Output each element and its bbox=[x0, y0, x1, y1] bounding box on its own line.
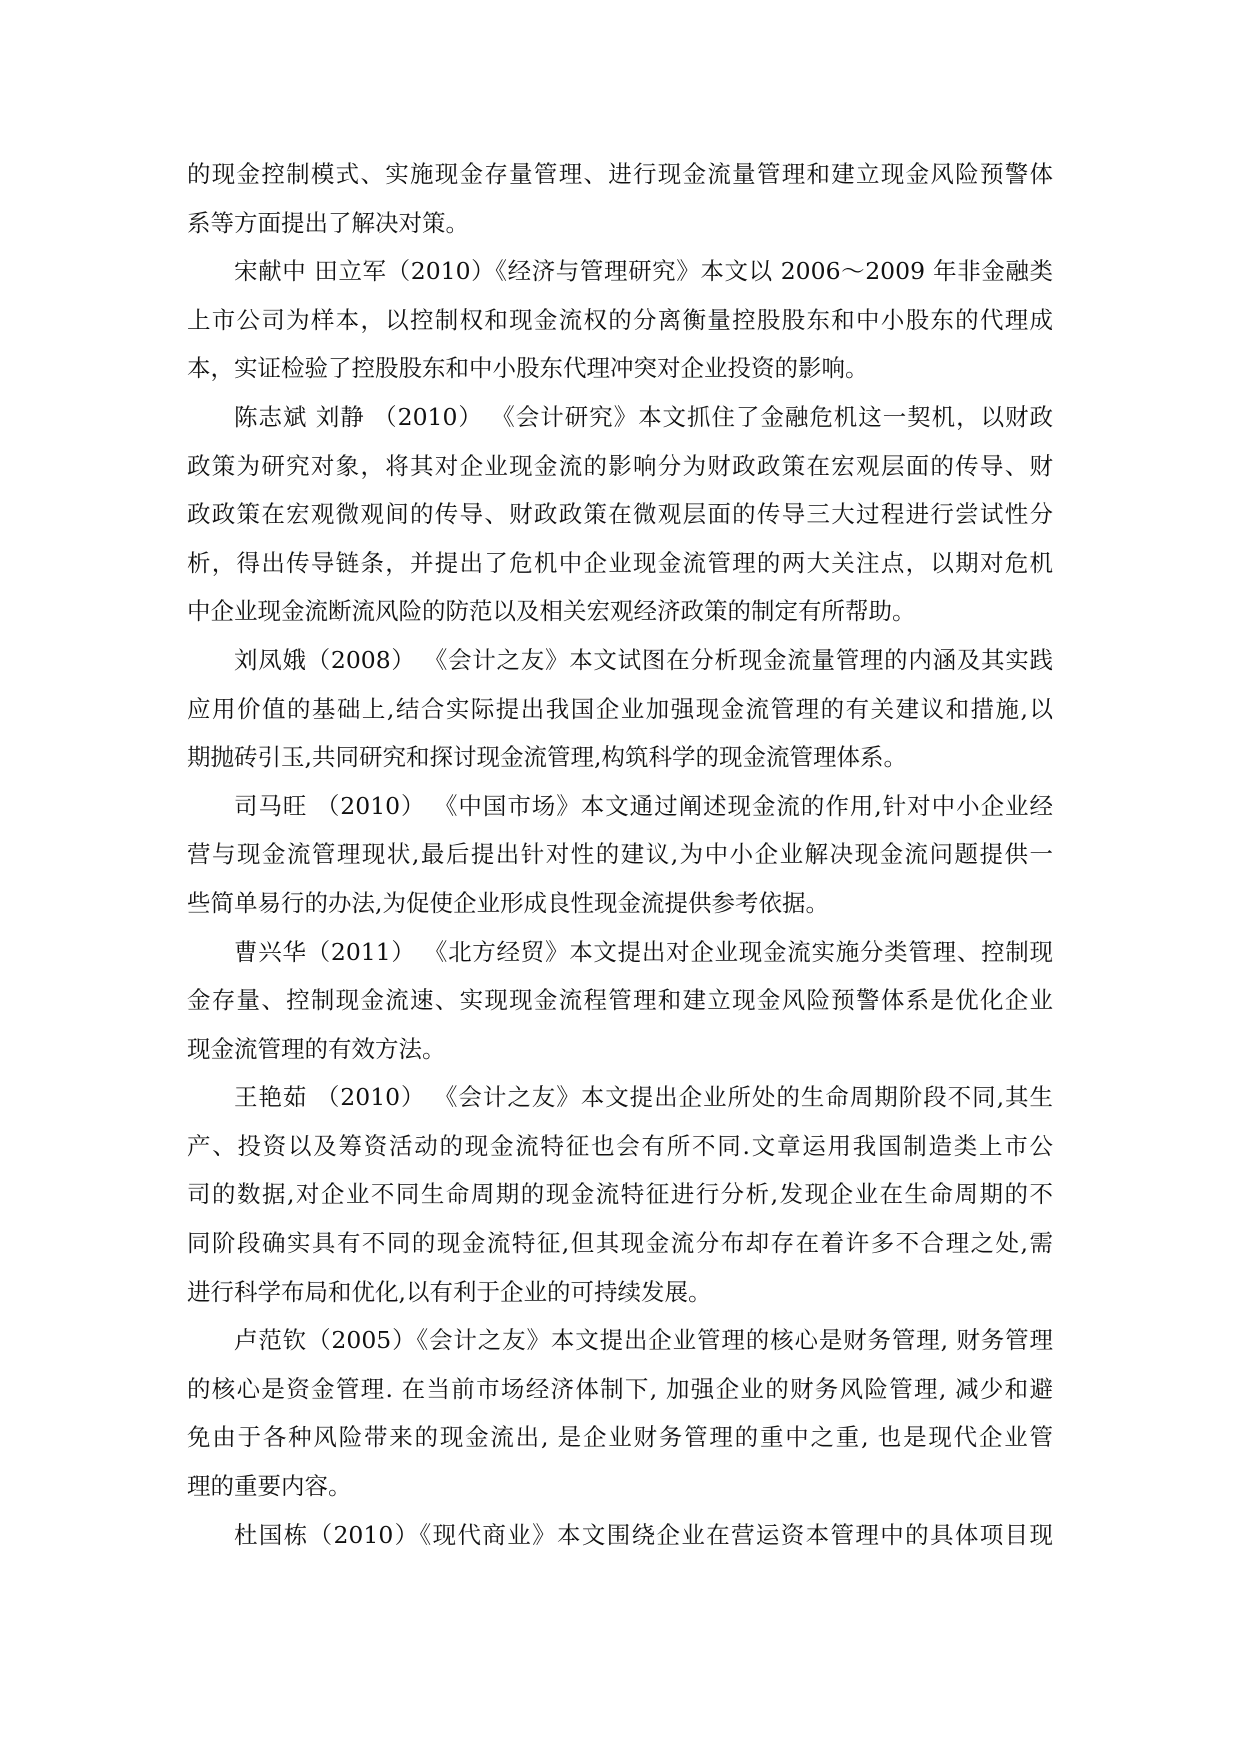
text-line: 中企业现金流断流风险的防范以及相关宏观经济政策的制定有所帮助。 bbox=[187, 597, 916, 626]
text-line: 理的重要内容。 bbox=[187, 1472, 352, 1501]
text-line: 的核心是资金管理. 在当前市场经济体制下, 加强企业的财务风险管理, 减少和避 bbox=[187, 1374, 1053, 1403]
text-line: 进行科学布局和优化,以有利于企业的可持续发展。 bbox=[187, 1277, 712, 1306]
text-line: 司马旺 （2010） 《中国市场》本文通过阐述现金流的作用,针对中小企业经 bbox=[234, 791, 1053, 820]
text-line: 政政策在宏观微观间的传导、财政政策在微观层面的传导三大过程进行尝试性分 bbox=[187, 500, 1053, 529]
text-line: 同阶段确实具有不同的现金流特征,但其现金流分布却存在着许多不合理之处,需 bbox=[187, 1229, 1053, 1258]
text-line: 上市公司为样本，以控制权和现金流权的分离衡量控股股东和中小股东的代理成 bbox=[187, 305, 1053, 334]
text-line: 宋献中 田立军（2010）《经济与管理研究》本文以 2006～2009 年非金融类 bbox=[234, 257, 1053, 286]
text-line: 杜国栋（2010）《现代商业》本文围绕企业在营运资本管理中的具体项目现 bbox=[234, 1520, 1053, 1549]
text-line: 金存量、控制现金流速、实现现金流程管理和建立现金风险预警体系是优化企业 bbox=[187, 986, 1053, 1015]
text-line: 政策为研究对象，将其对企业现金流的影响分为财政政策在宏观层面的传导、财 bbox=[187, 451, 1053, 480]
text-line: 王艳茹 （2010） 《会计之友》本文提出企业所处的生命周期阶段不同,其生 bbox=[234, 1083, 1053, 1112]
document-body bbox=[187, 150, 1053, 1559]
text-line: 应用价值的基础上,结合实际提出我国企业加强现金流管理的有关建议和措施,以 bbox=[187, 694, 1053, 723]
text-line: 产、投资以及筹资活动的现金流特征也会有所不同.文章运用我国制造类上市公 bbox=[187, 1131, 1053, 1160]
text-line: 卢范钦（2005）《会计之友》本文提出企业管理的核心是财务管理, 财务管理 bbox=[234, 1326, 1053, 1355]
text-line: 免由于各种风险带来的现金流出, 是企业财务管理的重中之重, 也是现代企业管 bbox=[187, 1423, 1053, 1452]
text-line: 析，得出传导链条，并提出了危机中企业现金流管理的两大关注点，以期对危机 bbox=[187, 548, 1053, 577]
text-line: 现金流管理的有效方法。 bbox=[187, 1034, 446, 1063]
text-line: 些简单易行的办法,为促使企业形成良性现金流提供参考依据。 bbox=[187, 888, 829, 917]
text-line: 司的数据,对企业不同生命周期的现金流特征进行分析,发现企业在生命周期的不 bbox=[187, 1180, 1053, 1209]
text-line: 曹兴华（2011） 《北方经贸》本文提出对企业现金流实施分类管理、控制现 bbox=[234, 937, 1053, 966]
text-line: 本，实证检验了控股股东和中小股东代理冲突对企业投资的影响。 bbox=[187, 354, 869, 383]
text-line: 营与现金流管理现状,最后提出针对性的建议,为中小企业解决现金流问题提供一 bbox=[187, 840, 1053, 869]
text-line: 的现金控制模式、实施现金存量管理、进行现金流量管理和建立现金风险预警体 bbox=[187, 160, 1053, 188]
text-line: 陈志斌 刘静 （2010） 《会计研究》本文抓住了金融危机这一契机，以财政 bbox=[234, 402, 1053, 431]
text-line: 刘凤娥（2008） 《会计之友》本文试图在分析现金流量管理的内涵及其实践 bbox=[234, 645, 1053, 674]
text-line: 期抛砖引玉,共同研究和探讨现金流管理,构筑科学的现金流管理体系。 bbox=[187, 743, 907, 772]
text-line: 系等方面提出了解决对策。 bbox=[187, 208, 469, 237]
